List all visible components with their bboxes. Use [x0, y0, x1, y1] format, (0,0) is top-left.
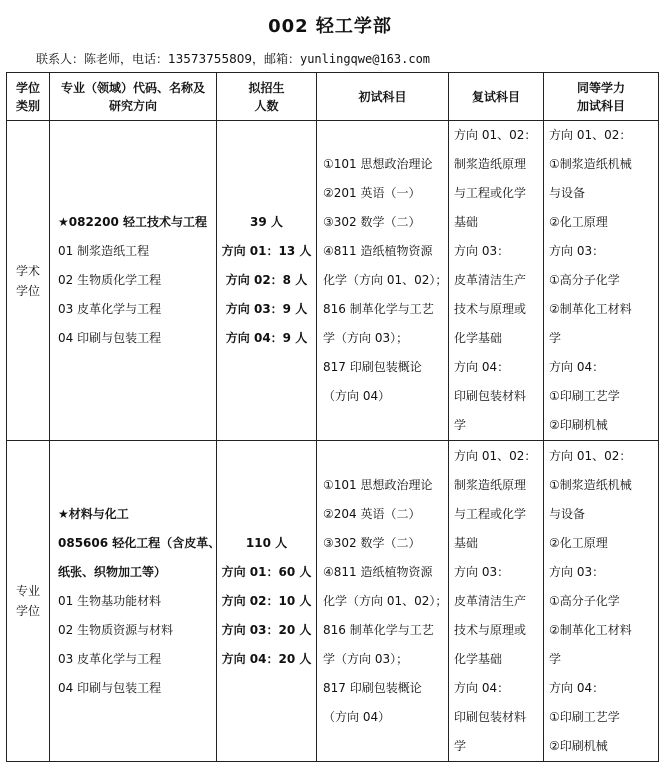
exam-line: 化学（方向 01、02）；: [323, 593, 448, 608]
exam-line: ②制革化工材料: [549, 302, 632, 316]
header-row: [7, 73, 659, 121]
exam-line: ③302 数学（二）: [323, 535, 421, 550]
plan-line: 39 人: [250, 215, 283, 229]
header-additional-line: 加试科目: [576, 98, 625, 113]
exam-line: 与工程或化学: [454, 186, 527, 200]
exam-line: 817 印刷包装概论: [323, 360, 422, 374]
exam-line: 与设备: [549, 506, 586, 521]
exam-line: 816 制革化学与工艺: [323, 622, 434, 637]
exam-line: 印刷包装材料: [454, 709, 527, 724]
header-plan-line: 人数: [254, 98, 279, 113]
header-initial-exam: 初试科目: [317, 73, 449, 121]
additional-exam-cell: [544, 121, 659, 441]
exam-line: 印刷包装材料: [454, 389, 527, 403]
exam-line: ②化工原理: [549, 215, 608, 229]
program-line: 04 印刷与包装工程: [58, 680, 162, 695]
plan-cell: [217, 121, 317, 441]
plan-line: 方向 02：8 人: [225, 273, 308, 287]
exam-line: 制浆造纸原理: [454, 477, 527, 492]
program-line: 01 生物基功能材料: [58, 593, 162, 608]
re-exam-cell: [449, 441, 544, 762]
exam-line: ②印刷机械: [549, 418, 608, 432]
program-line: 04 印刷与包装工程: [58, 331, 162, 345]
exam-line: 皮革清洁生产: [454, 593, 527, 608]
contact-line: [36, 52, 430, 66]
exam-line: ②化工原理: [549, 535, 608, 550]
exam-line: 817 印刷包装概论: [323, 680, 422, 695]
plan-line: 方向 04：9 人: [225, 331, 308, 345]
table-row: [7, 441, 659, 762]
exam-line: ②204 英语（二）: [323, 506, 421, 521]
exam-line: ②制革化工材料: [549, 622, 632, 637]
degree-type-line: 学位: [15, 283, 40, 298]
exam-line: 化学基础: [454, 331, 503, 345]
program-line: ★082200 轻工技术与工程: [58, 215, 208, 229]
header-program-line: 研究方向: [108, 98, 157, 113]
exam-line: 学（方向 03）；: [323, 651, 409, 666]
header-degree-type-line: 学位: [15, 80, 40, 95]
program-line: 03 皮革化学与工程: [58, 302, 162, 316]
program-line: 01 制浆造纸工程: [58, 244, 150, 258]
exam-line: 方向 04：: [549, 680, 605, 695]
exam-line: 与工程或化学: [454, 506, 527, 521]
exam-line: 方向 04：: [454, 680, 510, 695]
plan-line: 方向 04：20 人: [221, 651, 312, 666]
exam-line: 基础: [454, 535, 479, 550]
program-cell: [50, 121, 217, 441]
exam-line: ①制浆造纸机械: [549, 477, 632, 492]
exam-line: 方向 03：: [454, 244, 510, 258]
exam-line: 方向 01、02：: [549, 128, 632, 142]
exam-line: ①101 思想政治理论: [323, 157, 433, 171]
exam-line: （方向 04）: [323, 389, 391, 403]
exam-line: 制浆造纸原理: [454, 157, 527, 171]
exam-line: 方向 03：: [549, 564, 605, 579]
exam-line: ①高分子化学: [549, 593, 620, 608]
exam-line: ③302 数学（二）: [323, 215, 421, 229]
table-row: [7, 121, 659, 441]
exam-line: ①印刷工艺学: [549, 709, 620, 724]
header-plan: [217, 73, 317, 121]
header-program: [50, 73, 217, 121]
exam-line: 化学基础: [454, 651, 503, 666]
initial-exam-cell: [317, 121, 449, 441]
initial-exam-cell: [317, 441, 449, 762]
degree-type-cell: [7, 441, 50, 762]
header-additional-exam: [544, 73, 659, 121]
degree-type-cell: [7, 121, 50, 441]
program-cell: [50, 441, 221, 762]
exam-line: 化学（方向 01、02）；: [323, 273, 448, 287]
program-line: 085606 轻化工程（含皮革、: [58, 535, 221, 550]
exam-line: 技术与原理或: [454, 302, 527, 316]
plan-line: 方向 02：10 人: [221, 593, 312, 608]
exam-line: 方向 03：: [549, 244, 605, 258]
exam-line: 学（方向 03）；: [323, 331, 409, 345]
contact-email: yunlingqwe@163.com: [299, 52, 431, 66]
exam-line: 皮革清洁生产: [454, 273, 527, 287]
exam-line: ④811 造纸植物资源: [323, 564, 433, 579]
exam-line: 方向 03：: [454, 564, 510, 579]
exam-line: 方向 04：: [549, 360, 605, 374]
header-additional-line: 同等学力: [576, 80, 625, 95]
exam-line: 学: [454, 738, 467, 753]
degree-type-line: 专业: [15, 584, 40, 598]
exam-line: ①101 思想政治理论: [323, 477, 433, 492]
exam-line: ①制浆造纸机械: [549, 157, 632, 171]
exam-line: 方向 01、02：: [454, 448, 537, 463]
exam-line: 方向 01、02：: [549, 448, 632, 463]
header-degree-type: [7, 73, 50, 121]
exam-line: （方向 04）: [323, 709, 391, 724]
header-degree-type-line: 类别: [15, 98, 40, 113]
exam-line: 基础: [454, 215, 479, 229]
additional-exam-cell: [544, 441, 659, 762]
exam-line: 方向 01、02：: [454, 128, 537, 142]
degree-type-line: 学位: [15, 604, 40, 618]
program-table: [6, 72, 659, 762]
exam-line: 技术与原理或: [454, 622, 527, 637]
program-line: 02 生物质资源与材料: [58, 622, 174, 637]
plan-cell: [217, 441, 317, 762]
exam-line: ①高分子化学: [549, 273, 620, 287]
exam-line: 816 制革化学与工艺: [323, 302, 434, 316]
program-line: 02 生物质化学工程: [58, 273, 162, 287]
header-plan-line: 拟招生: [248, 80, 285, 95]
header-re-exam: 复试科目: [449, 73, 544, 121]
exam-line: 学: [454, 418, 467, 432]
exam-line: ④811 造纸植物资源: [323, 244, 433, 258]
program-line: 03 皮革化学与工程: [58, 651, 162, 666]
plan-line: 110 人: [245, 535, 288, 550]
exam-line: ②印刷机械: [549, 738, 608, 753]
page-title: 002 轻工学部: [268, 16, 392, 37]
plan-line: 方向 03：20 人: [221, 622, 312, 637]
plan-line: 方向 01：13 人: [221, 244, 312, 258]
program-line: ★材料与化工: [58, 506, 129, 521]
exam-line: ②201 英语（一）: [323, 186, 421, 200]
exam-line: ①印刷工艺学: [549, 389, 620, 403]
program-line: 纸张、织物加工等）: [58, 564, 167, 579]
plan-line: 方向 01：60 人: [221, 564, 312, 579]
contact-text: 联系人：陈老师，电话：13573755809，邮箱：: [36, 52, 300, 66]
header-program-line: 专业（领域）代码、名称及: [60, 80, 205, 95]
exam-line: 方向 04：: [454, 360, 510, 374]
exam-line: 与设备: [549, 186, 586, 200]
degree-type-line: 学术: [15, 263, 40, 278]
re-exam-cell: [449, 121, 544, 441]
exam-line: 学: [549, 651, 562, 666]
exam-line: 学: [549, 331, 562, 345]
plan-line: 方向 03：9 人: [225, 302, 308, 316]
